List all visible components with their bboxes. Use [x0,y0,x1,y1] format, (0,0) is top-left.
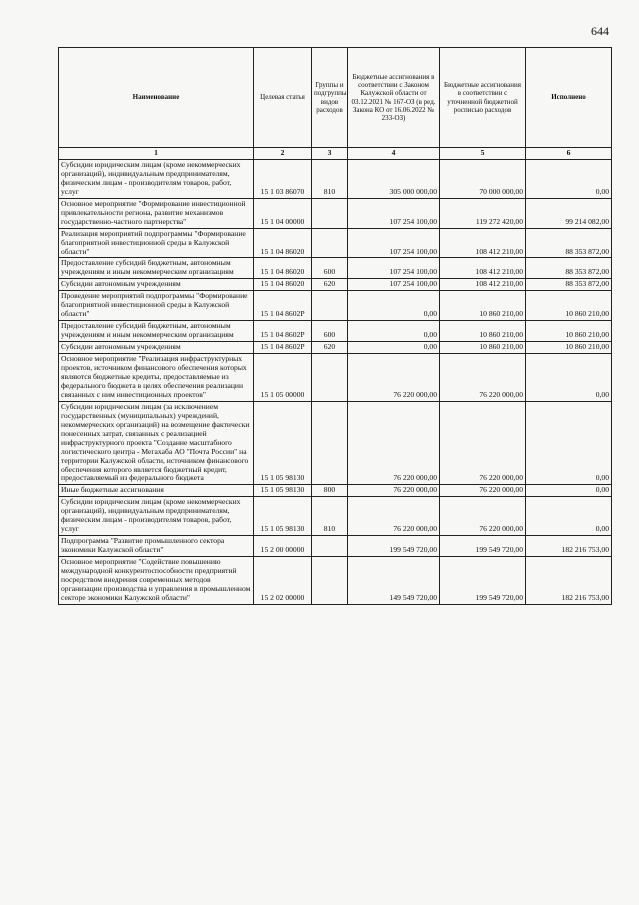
row-executed-cell: 10 860 210,00 [526,321,612,342]
table-row [59,258,612,279]
row-target-article-cell: 15 1 04 8602Р [254,321,312,342]
row-expense-group-cell [312,291,348,321]
column-number: 4 [348,148,440,160]
table-row [59,279,612,291]
row-refined-allocation-cell: 70 000 000,00 [440,159,526,198]
row-expense-group-cell: 600 [312,258,348,279]
row-executed-cell: 0,00 [526,159,612,198]
row-name-cell: Основное мероприятие "Содействие повышению международной конкурентоспособности предприятий посредством внедрения современных методов организации производства и управления в промышленном секторе экономики Калужской области" [59,557,254,605]
row-expense-group-cell: 620 [312,279,348,291]
table-row [59,536,612,557]
column-number: 5 [440,148,526,160]
row-law-allocation-cell: 0,00 [348,321,440,342]
row-target-article-cell: 15 1 05 98130 [254,485,312,497]
row-expense-group-cell: 620 [312,342,348,354]
row-expense-group-cell [312,228,348,258]
row-target-article-cell: 15 1 05 00000 [254,354,312,402]
column-number: 6 [526,148,612,160]
header-law-allocations: Бюджетные ассигнования в соответствии с Законом Калужской области от 03.12.2021 № 167-ОЗ (в ред. Закона КО от 16.06.2022 № 233-ОЗ) [348,48,440,148]
table-row [59,401,612,485]
row-executed-cell: 0,00 [526,401,612,485]
row-law-allocation-cell: 107 254 100,00 [348,228,440,258]
row-refined-allocation-cell: 108 412 210,00 [440,228,526,258]
row-refined-allocation-cell: 108 412 210,00 [440,279,526,291]
row-law-allocation-cell: 0,00 [348,342,440,354]
row-law-allocation-cell: 149 549 720,00 [348,557,440,605]
row-name-cell: Субсидии юридическим лицам (за исключением государственных (муниципальных) учреждений, некоммерческих организаций) на возмещение фактически понесенных затрат, связанных с реализацией инфраструктурного проекта "Создание масштабного логистического центра - Мегахаба АО "Почта России" на территории Калужской области, источником финансового обеспечения которого является бюджетный кредит, предоставляемый из федерального бюджета [59,401,254,485]
header-executed: Исполнено [526,48,612,148]
row-executed-cell: 182 216 753,00 [526,536,612,557]
header-expense-group: Группы и подгруппы видов расходов [312,48,348,148]
table-row [59,497,612,536]
row-refined-allocation-cell: 108 412 210,00 [440,258,526,279]
row-expense-group-cell [312,198,348,228]
row-law-allocation-cell: 107 254 100,00 [348,198,440,228]
table-row [59,321,612,342]
row-target-article-cell: 15 2 02 00000 [254,557,312,605]
row-target-article-cell: 15 1 04 8602Р [254,291,312,321]
row-target-article-cell: 15 1 04 00000 [254,198,312,228]
row-expense-group-cell [312,557,348,605]
row-expense-group-cell: 810 [312,159,348,198]
column-number: 3 [312,148,348,160]
header-target-article: Целевая статья [254,48,312,148]
row-executed-cell: 182 216 753,00 [526,557,612,605]
budget-table [58,47,612,605]
row-executed-cell: 0,00 [526,354,612,402]
row-expense-group-cell: 600 [312,321,348,342]
row-target-article-cell: 15 1 04 86020 [254,279,312,291]
row-refined-allocation-cell: 76 220 000,00 [440,497,526,536]
row-law-allocation-cell: 76 220 000,00 [348,354,440,402]
row-name-cell: Субсидии юридическим лицам (кроме некоммерческих организаций), индивидуальным предпринимателям, физическим лицам - производителям товаров, работ, услуг [59,159,254,198]
row-expense-group-cell [312,536,348,557]
header-refined-allocations: Бюджетные ассигнования в соответствии с уточненной бюджетной росписью расходов [440,48,526,148]
table-row [59,342,612,354]
row-refined-allocation-cell: 10 860 210,00 [440,321,526,342]
header-name: Наименование [59,48,254,148]
row-target-article-cell: 15 2 00 00000 [254,536,312,557]
row-target-article-cell: 15 1 05 98130 [254,497,312,536]
row-name-cell: Основное мероприятие "Реализация инфраструктурных проектов, источником финансового обеспечения которых являются бюджетные кредиты, предоставляемые из федерального бюджета в целях обеспечения реализации связанных с ним инвестиционных проектов" [59,354,254,402]
row-expense-group-cell: 800 [312,485,348,497]
row-name-cell: Субсидии автономным учреждениям [59,279,254,291]
row-name-cell: Реализация мероприятий подпрограммы "Формирование благоприятной инвестиционной среды в Калужской области" [59,228,254,258]
row-refined-allocation-cell: 76 220 000,00 [440,485,526,497]
row-executed-cell: 0,00 [526,497,612,536]
row-executed-cell: 0,00 [526,485,612,497]
row-refined-allocation-cell: 10 860 210,00 [440,291,526,321]
table-row [59,228,612,258]
row-name-cell: Проведение мероприятий подпрограммы "Формирование благоприятной инвестиционной среды в Калужской области" [59,291,254,321]
row-law-allocation-cell: 0,00 [348,291,440,321]
row-executed-cell: 99 214 082,00 [526,198,612,228]
row-refined-allocation-cell: 76 220 000,00 [440,401,526,485]
row-expense-group-cell: 810 [312,497,348,536]
row-executed-cell: 88 353 872,00 [526,258,612,279]
row-refined-allocation-cell: 10 860 210,00 [440,342,526,354]
row-target-article-cell: 15 1 04 86020 [254,258,312,279]
row-executed-cell: 88 353 872,00 [526,279,612,291]
row-name-cell: Подпрограмма "Развитие промышленного сектора экономики Калужской области" [59,536,254,557]
row-law-allocation-cell: 107 254 100,00 [348,279,440,291]
row-expense-group-cell [312,401,348,485]
row-name-cell: Субсидии автономным учреждениям [59,342,254,354]
row-target-article-cell: 15 1 05 98130 [254,401,312,485]
row-target-article-cell: 15 1 04 8602Р [254,342,312,354]
row-target-article-cell: 15 1 03 86070 [254,159,312,198]
table-row [59,354,612,402]
row-name-cell: Предоставление субсидий бюджетным, автономным учреждениям и иным некоммерческим организациям [59,321,254,342]
table-row [59,557,612,605]
row-law-allocation-cell: 76 220 000,00 [348,485,440,497]
row-executed-cell: 88 353 872,00 [526,228,612,258]
row-law-allocation-cell: 107 254 100,00 [348,258,440,279]
row-name-cell: Основное мероприятие "Формирование инвестиционной привлекательности региона, развитие механизмов государственно-частного партнерства" [59,198,254,228]
row-name-cell: Предоставление субсидий бюджетным, автономным учреждениям и иным некоммерческим организациям [59,258,254,279]
column-number-row [59,148,612,160]
row-expense-group-cell [312,354,348,402]
row-refined-allocation-cell: 119 272 420,00 [440,198,526,228]
row-refined-allocation-cell: 199 549 720,00 [440,536,526,557]
row-executed-cell: 10 860 210,00 [526,291,612,321]
column-number: 2 [254,148,312,160]
page-number: 644 [591,24,609,38]
row-law-allocation-cell: 305 000 000,00 [348,159,440,198]
row-refined-allocation-cell: 76 220 000,00 [440,354,526,402]
row-name-cell: Иные бюджетные ассигнования [59,485,254,497]
row-law-allocation-cell: 76 220 000,00 [348,401,440,485]
row-executed-cell: 10 860 210,00 [526,342,612,354]
row-law-allocation-cell: 199 549 720,00 [348,536,440,557]
row-refined-allocation-cell: 199 549 720,00 [440,557,526,605]
table-row [59,159,612,198]
row-law-allocation-cell: 76 220 000,00 [348,497,440,536]
column-number: 1 [59,148,254,160]
table-row [59,485,612,497]
row-name-cell: Субсидии юридическим лицам (кроме некоммерческих организаций), индивидуальным предпринимателям, физическим лицам - производителям товаров, работ, услуг [59,497,254,536]
table-row [59,291,612,321]
table-row [59,198,612,228]
row-target-article-cell: 15 1 04 86020 [254,228,312,258]
